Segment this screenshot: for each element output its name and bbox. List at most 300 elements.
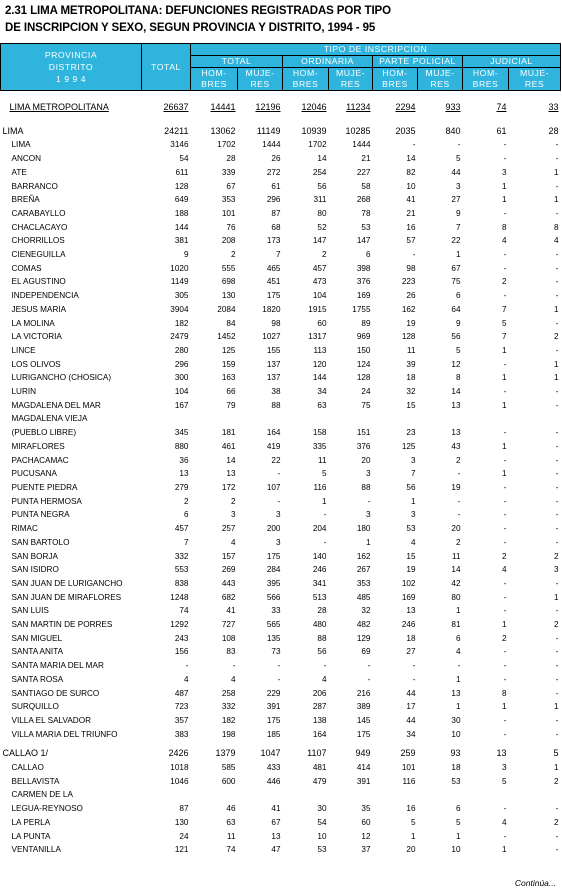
value-cell <box>329 788 373 802</box>
value-cell: - <box>555 606 559 616</box>
value-cell: - <box>555 845 559 855</box>
value-cell: 98 <box>406 263 416 273</box>
value-cell: 345 <box>174 428 189 438</box>
value-cell: 47 <box>271 845 281 855</box>
value-cell: 1 <box>410 831 416 841</box>
value-cell: 880 <box>174 441 189 451</box>
value-cell <box>418 412 463 426</box>
value-cell: 33 <box>271 606 281 616</box>
value-cell <box>238 788 283 802</box>
value-cell: - <box>503 428 507 438</box>
value-cell: 473 <box>312 277 327 287</box>
value-cell: 268 <box>356 195 371 205</box>
value-cell: - <box>555 578 559 588</box>
value-cell: - <box>503 263 507 273</box>
value-cell: 140 <box>312 551 327 561</box>
value-cell: 2 <box>553 776 559 786</box>
value-cell: 1 <box>455 606 461 616</box>
value-cell: 164 <box>312 729 327 739</box>
value-cell: 16 <box>406 222 416 232</box>
value-cell: 15 <box>406 400 416 410</box>
value-cell: 10 <box>451 729 461 739</box>
value-cell: - <box>555 455 559 465</box>
value-cell <box>463 412 509 426</box>
value-cell: - <box>503 592 507 602</box>
value-cell: 1046 <box>170 776 189 786</box>
value-cell: 11 <box>452 551 461 561</box>
value-cell: - <box>503 482 507 492</box>
value-cell: 54 <box>179 154 189 164</box>
value-cell: 162 <box>356 551 371 561</box>
value-cell: 480 <box>312 620 327 630</box>
value-cell: 1 <box>501 620 507 630</box>
value-cell: 840 <box>445 125 461 136</box>
district-name: BREÑA <box>11 195 40 205</box>
value-cell: - <box>503 455 507 465</box>
value-cell: 15 <box>406 551 416 561</box>
value-cell: 7 <box>501 332 507 342</box>
value-cell: 4 <box>455 647 461 657</box>
value-cell: - <box>503 524 507 534</box>
district-name: VILLA MARIA DEL TRIUNFO <box>11 729 118 739</box>
value-cell: 101 <box>221 208 236 218</box>
district-name: CARABAYLLO <box>11 208 66 218</box>
value-cell: 5 <box>455 817 461 827</box>
value-cell: - <box>412 250 416 260</box>
value-cell: 74 <box>496 102 507 112</box>
value-cell: 267 <box>356 565 371 575</box>
value-cell: 1149 <box>170 277 189 287</box>
header-mujeres: MUJE- RES <box>509 68 561 91</box>
value-cell: 269 <box>221 565 236 575</box>
value-cell: 1702 <box>217 140 236 150</box>
value-cell: 169 <box>356 291 371 301</box>
value-cell <box>191 788 238 802</box>
value-cell: 108 <box>221 633 236 643</box>
value-cell: 27 <box>451 195 461 205</box>
value-cell: 56 <box>406 482 416 492</box>
page-title <box>5 3 391 37</box>
value-cell: 144 <box>174 222 189 232</box>
value-cell: 104 <box>174 387 189 397</box>
table-row <box>1 371 561 385</box>
value-cell: - <box>555 729 559 739</box>
value-cell: - <box>555 469 559 479</box>
district-name: CHACLACAYO <box>11 222 68 232</box>
value-cell: 461 <box>221 441 236 451</box>
table-row <box>1 454 561 468</box>
table-row <box>1 843 561 857</box>
value-cell: 175 <box>266 715 281 725</box>
district-name: ATE <box>11 167 27 177</box>
value-cell: 23 <box>406 428 416 438</box>
value-cell <box>142 412 191 426</box>
district-name: LIMA <box>2 125 24 136</box>
value-cell: 145 <box>356 715 371 725</box>
province-total-row <box>1 747 561 761</box>
value-cell: 53 <box>451 776 461 786</box>
value-cell: 63 <box>317 400 327 410</box>
value-cell: 1379 <box>215 748 236 759</box>
value-cell: 3 <box>275 510 281 520</box>
value-cell: 600 <box>221 776 236 786</box>
value-cell: 81 <box>451 620 461 630</box>
value-cell: 13 <box>451 688 461 698</box>
district-name: EL AGUSTINO <box>11 277 66 287</box>
value-cell: 4 <box>410 537 416 547</box>
value-cell: 175 <box>356 729 371 739</box>
value-cell: 2 <box>501 277 507 287</box>
value-cell: 36 <box>179 455 189 465</box>
value-cell: 159 <box>221 359 236 369</box>
value-cell: 381 <box>174 236 189 246</box>
value-cell: 21 <box>406 208 416 218</box>
value-cell: 395 <box>266 578 281 588</box>
value-cell: 246 <box>401 620 416 630</box>
value-cell: 296 <box>174 359 189 369</box>
value-cell: 272 <box>266 167 281 177</box>
value-cell: - <box>367 496 371 506</box>
value-cell: - <box>503 359 507 369</box>
value-cell: 414 <box>356 763 371 773</box>
table-row <box>1 645 561 659</box>
value-cell: 383 <box>174 729 189 739</box>
table-row <box>1 659 561 673</box>
value-cell: 87 <box>179 804 189 814</box>
value-cell: 26637 <box>163 102 189 112</box>
value-cell: 451 <box>266 277 281 287</box>
value-cell: - <box>555 482 559 492</box>
value-cell: 14 <box>317 154 327 164</box>
district-name: LA MOLINA <box>11 318 55 328</box>
table-row <box>1 775 561 789</box>
value-cell: 649 <box>174 195 189 205</box>
value-cell: 39 <box>406 359 416 369</box>
value-cell: 80 <box>451 592 461 602</box>
value-cell: 13 <box>451 428 461 438</box>
table-row <box>1 385 561 399</box>
value-cell: - <box>555 633 559 643</box>
value-cell: 13 <box>271 831 281 841</box>
district-name: PUNTA NEGRA <box>11 510 70 520</box>
value-cell: 107 <box>266 482 281 492</box>
value-cell: 565 <box>266 620 281 630</box>
value-cell: 487 <box>174 688 189 698</box>
value-cell: 1 <box>501 373 507 383</box>
district-name: BARRANCO <box>11 181 58 191</box>
value-cell: 1820 <box>262 304 281 314</box>
value-cell: 76 <box>226 222 236 232</box>
value-cell: 376 <box>356 441 371 451</box>
table-row <box>1 816 561 830</box>
value-cell: - <box>503 250 507 260</box>
value-cell: 22 <box>271 455 281 465</box>
value-cell: 150 <box>356 345 371 355</box>
district-name: MIRAFLORES <box>11 441 65 451</box>
value-cell: 305 <box>174 291 189 301</box>
value-cell: 129 <box>356 633 371 643</box>
table-body <box>1 91 561 857</box>
continued-note: Continúa... <box>514 878 556 888</box>
value-cell: 1317 <box>308 332 327 342</box>
header-hombres: HOM- BRES <box>191 68 238 91</box>
table-row <box>1 152 561 166</box>
value-cell: 124 <box>356 359 371 369</box>
value-cell: 67 <box>451 263 461 273</box>
value-cell: 3 <box>410 455 416 465</box>
value-cell: 8 <box>553 222 559 232</box>
value-cell: - <box>412 674 416 684</box>
value-cell: 7 <box>410 469 416 479</box>
table-row <box>1 317 561 331</box>
value-cell: 398 <box>356 263 371 273</box>
value-cell: 28 <box>548 125 559 136</box>
value-cell: - <box>277 661 281 671</box>
value-cell: 611 <box>175 167 189 177</box>
value-cell: 2 <box>553 332 559 342</box>
value-cell: - <box>457 661 461 671</box>
value-cell: - <box>555 291 559 301</box>
table-row <box>1 262 561 276</box>
table-row <box>1 207 561 221</box>
value-cell: - <box>555 537 559 547</box>
table-row <box>1 358 561 372</box>
table-header <box>1 44 561 91</box>
value-cell: 243 <box>174 633 189 643</box>
table-row <box>1 399 561 413</box>
value-cell: 698 <box>221 277 236 287</box>
table-row <box>1 563 561 577</box>
value-cell: 44 <box>451 167 461 177</box>
value-cell: 60 <box>317 318 327 328</box>
value-cell: 137 <box>266 359 281 369</box>
district-name: VENTANILLA <box>11 845 61 855</box>
value-cell: - <box>323 537 327 547</box>
table-row <box>1 700 561 714</box>
value-cell <box>463 788 509 802</box>
table-row <box>1 166 561 180</box>
value-cell <box>191 412 238 426</box>
value-cell: 482 <box>356 620 371 630</box>
value-cell: 181 <box>221 428 236 438</box>
value-cell: - <box>457 496 461 506</box>
table-row <box>1 673 561 687</box>
value-cell: 3 <box>410 510 416 520</box>
value-cell: 116 <box>402 776 416 786</box>
value-cell: 1047 <box>260 748 281 759</box>
value-cell <box>373 412 418 426</box>
value-cell: 1 <box>553 592 559 602</box>
value-cell: 2 <box>501 551 507 561</box>
value-cell: 147 <box>312 236 327 246</box>
value-cell: 4 <box>183 674 189 684</box>
district-name: SAN LUIS <box>11 606 49 616</box>
value-cell: 53 <box>317 845 327 855</box>
value-cell: - <box>412 661 416 671</box>
value-cell: - <box>555 715 559 725</box>
value-cell: 1 <box>553 702 559 712</box>
value-cell: 53 <box>361 222 371 232</box>
value-cell: - <box>503 661 507 671</box>
value-cell: 1 <box>553 167 559 177</box>
value-cell: 1 <box>501 702 507 712</box>
value-cell <box>418 788 463 802</box>
value-cell: 2 <box>501 633 507 643</box>
value-cell: 200 <box>266 524 281 534</box>
value-cell: 10 <box>451 845 461 855</box>
value-cell: 10 <box>317 831 327 841</box>
table-row <box>1 788 561 802</box>
value-cell: 7 <box>455 222 461 232</box>
table-row <box>1 221 561 235</box>
value-cell: 147 <box>356 236 371 246</box>
value-cell: 465 <box>266 263 281 273</box>
value-cell: 3 <box>230 510 236 520</box>
value-cell: 14 <box>406 154 416 164</box>
value-cell: 419 <box>266 441 281 451</box>
table-row <box>1 632 561 646</box>
table-row <box>1 618 561 632</box>
value-cell: - <box>367 661 371 671</box>
table-row <box>1 591 561 605</box>
value-cell: 1107 <box>307 748 327 759</box>
value-cell: - <box>555 804 559 814</box>
value-cell: - <box>555 250 559 260</box>
value-cell: 125 <box>401 441 416 451</box>
value-cell: 30 <box>317 804 327 814</box>
value-cell: 1 <box>455 831 461 841</box>
value-cell: 28 <box>226 154 236 164</box>
value-cell: 20 <box>451 524 461 534</box>
value-cell: 155 <box>266 345 281 355</box>
value-cell: 335 <box>312 441 327 451</box>
value-cell: 1020 <box>170 263 189 273</box>
value-cell: 259 <box>400 748 416 759</box>
value-cell: - <box>503 291 507 301</box>
value-cell: 1444 <box>352 140 371 150</box>
district-name: LURIGANCHO (CHOSICA) <box>11 373 112 383</box>
value-cell: 5 <box>501 776 507 786</box>
district-name: INDEPENDENCIA <box>11 291 79 301</box>
value-cell: 2 <box>230 496 236 506</box>
value-cell: 22 <box>451 236 461 246</box>
value-cell: - <box>457 510 461 520</box>
header-group-judicial: JUDICIAL <box>463 56 561 68</box>
value-cell: 182 <box>221 715 236 725</box>
value-cell: 13 <box>406 606 416 616</box>
value-cell: 2426 <box>168 748 189 759</box>
value-cell: 391 <box>356 776 371 786</box>
value-cell: 279 <box>174 482 189 492</box>
value-cell: 4 <box>501 565 507 575</box>
table-row <box>1 687 561 701</box>
value-cell: - <box>555 524 559 534</box>
value-cell: 208 <box>221 236 236 246</box>
header-group-parte-policial: PARTE POLICIAL <box>373 56 463 68</box>
value-cell: 10 <box>406 181 416 191</box>
value-cell: 24211 <box>164 125 189 136</box>
value-cell: 4 <box>230 674 236 684</box>
value-cell: 949 <box>355 748 371 759</box>
value-cell: 727 <box>221 620 236 630</box>
value-cell: 26 <box>406 291 416 301</box>
value-cell: - <box>503 140 507 150</box>
value-cell: 838 <box>174 578 189 588</box>
value-cell: - <box>503 496 507 506</box>
value-cell: 64 <box>451 304 461 314</box>
district-name: SAN MIGUEL <box>11 633 63 643</box>
value-cell: 13 <box>226 469 236 479</box>
value-cell: 6 <box>455 804 461 814</box>
value-cell: 2084 <box>217 304 236 314</box>
table-row <box>1 604 561 618</box>
district-name: PUNTA HERMOSA <box>11 496 82 506</box>
spacer-row <box>1 115 561 125</box>
value-cell: 16 <box>406 804 416 814</box>
value-cell: - <box>503 208 507 218</box>
value-cell: 443 <box>221 578 236 588</box>
header-group-ordinaria: ORDINARIA <box>283 56 373 68</box>
table-row <box>1 508 561 522</box>
value-cell: 1 <box>501 441 507 451</box>
value-cell: - <box>503 831 507 841</box>
value-cell: 13 <box>496 748 507 759</box>
value-cell: 5 <box>321 469 327 479</box>
table-row <box>1 536 561 550</box>
district-name: SAN BORJA <box>11 551 58 561</box>
value-cell: 182 <box>174 318 189 328</box>
value-cell: 52 <box>317 222 327 232</box>
value-cell: 353 <box>356 578 371 588</box>
district-name: CHORRILLOS <box>11 236 65 246</box>
value-cell: 19 <box>406 565 416 575</box>
value-cell: - <box>412 140 416 150</box>
value-cell: 457 <box>174 524 189 534</box>
value-cell: 284 <box>266 565 281 575</box>
value-cell: 14 <box>226 455 236 465</box>
value-cell: 28 <box>317 606 327 616</box>
table-row <box>1 495 561 509</box>
value-cell: - <box>503 510 507 520</box>
value-cell: 14 <box>451 565 461 575</box>
table-row <box>1 714 561 728</box>
value-cell: - <box>555 318 559 328</box>
value-cell: 44 <box>406 715 416 725</box>
value-cell: - <box>503 674 507 684</box>
value-cell: - <box>503 729 507 739</box>
value-cell: 34 <box>317 387 327 397</box>
value-cell: 60 <box>361 817 371 827</box>
district-name: SANTA ROSA <box>11 674 64 684</box>
value-cell <box>329 412 373 426</box>
value-cell: 391 <box>266 702 281 712</box>
district-name: LA PUNTA <box>11 831 51 841</box>
district-name: COMAS <box>11 263 42 273</box>
value-cell: 104 <box>312 291 327 301</box>
value-cell: 258 <box>221 688 236 698</box>
table-row <box>1 138 561 152</box>
district-name: SURQUILLO <box>11 702 59 712</box>
value-cell: 11 <box>407 345 416 355</box>
value-cell: 128 <box>174 181 189 191</box>
value-cell: 198 <box>221 729 236 739</box>
value-cell: 2 <box>455 455 461 465</box>
table-row <box>1 426 561 440</box>
district-name: LINCE <box>11 345 36 355</box>
value-cell: 17 <box>406 702 416 712</box>
table-row <box>1 830 561 844</box>
value-cell: 6 <box>455 633 461 643</box>
